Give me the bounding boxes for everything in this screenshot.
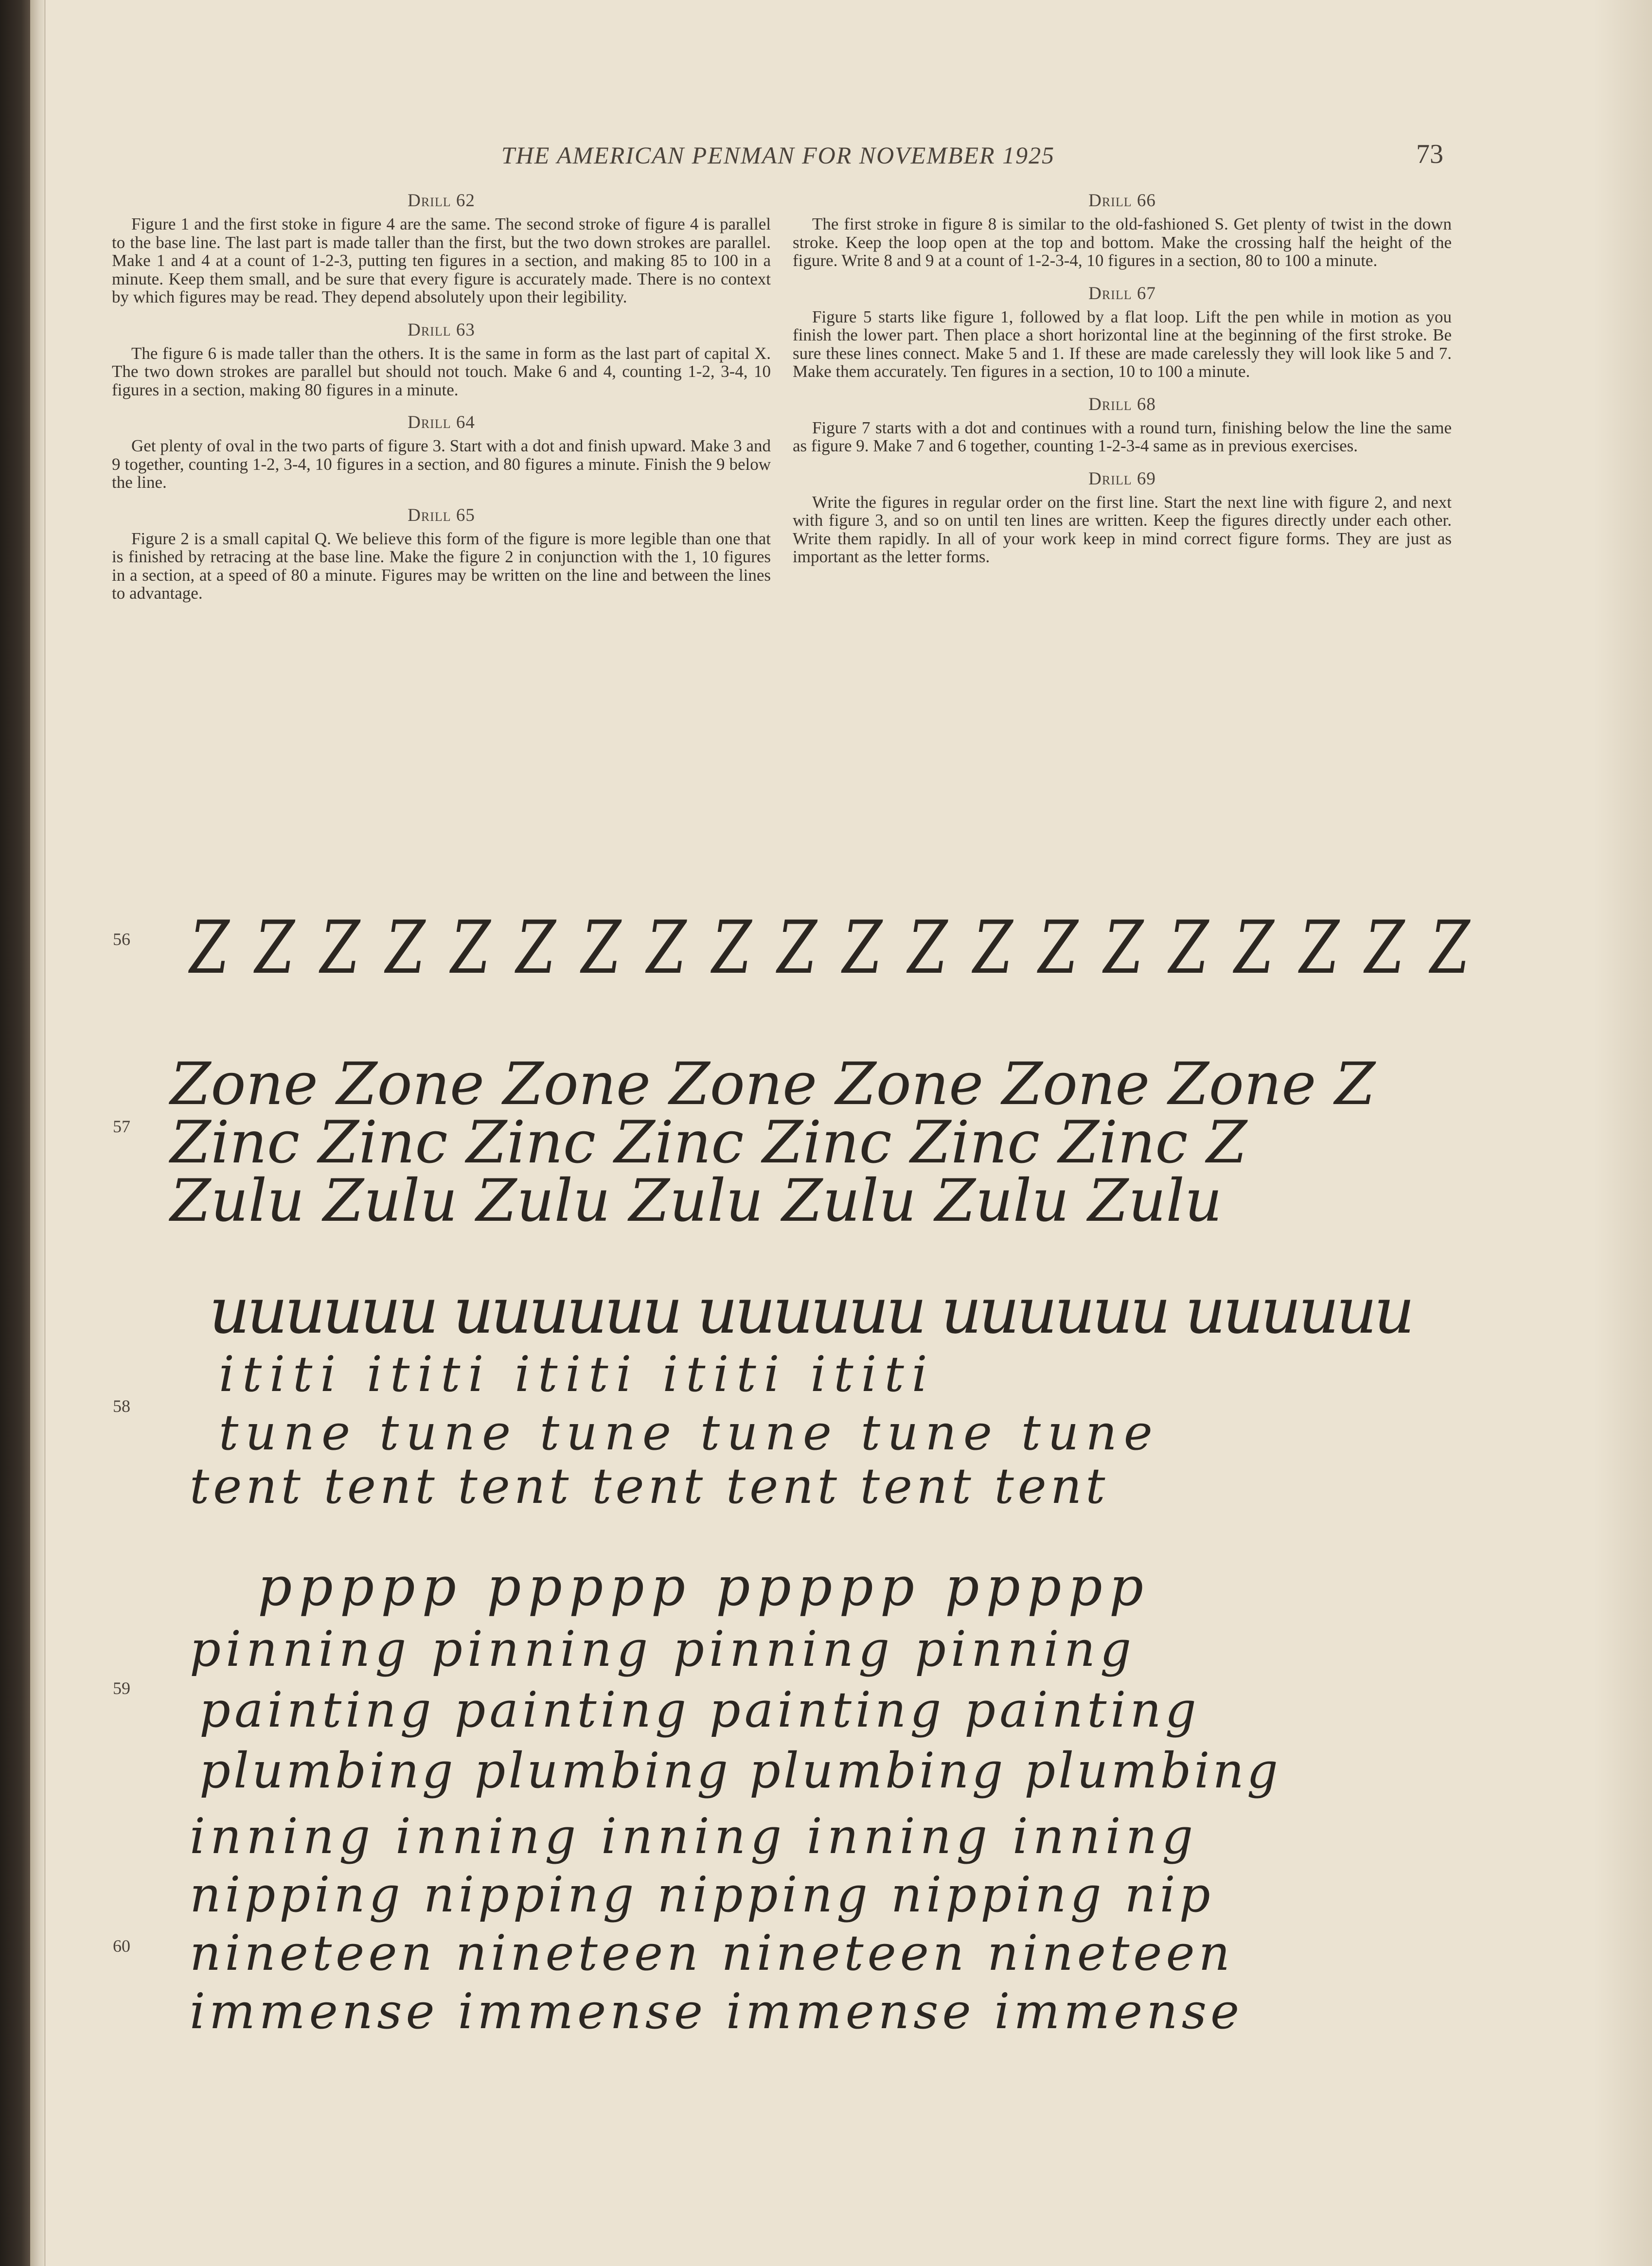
right-column [793,190,1452,579]
drill-69 [793,468,1452,566]
inning-row: inning inning inning inning inning [190,1808,1198,1865]
drill-body: Get plenty of oval in the two parts of figure 3. Start with a dot and finish upward. Make 3 and 9 together, counting 1-2, 3-4, 10 figures in a section, and 80 figures a minute. Finish the 9 below the line. [112,436,771,492]
tune-row: tune tune tune tune tune tune [219,1404,1159,1461]
ititi-row: ititi ititi ititi ititi ititi [219,1346,935,1403]
page-right-edge [1594,0,1652,2266]
exercise-number-58: 58 [113,1396,130,1416]
plumbing-row: plumbing plumbing plumbing plumbing [199,1742,1281,1799]
drill-title: Drill 62 [408,191,475,211]
zone-row: Zone Zone Zone Zone Zone Zone Zone Z [170,1051,1375,1118]
drill-title: Drill 66 [1088,191,1156,211]
p-drill-row: ppppp ppppp ppppp ppppp [258,1555,1151,1618]
drill-body: Figure 1 and the first stoke in figure 4 are the same. The second stroke of figure 4 is parallel to the base line. The last part is made taller than the first, but the two down strokes are parallel. Make 1 and 4 at a count of 1-2-3, putting ten figures in a section, and making 85 to 100 in a minute. Keep them small, and be sure that every figure is accurately made. There is no context by which figures may be read. They depend absolutely upon their legibility. [112,214,771,306]
zinc-row: Zinc Zinc Zinc Zinc Zinc Zinc Zinc Z [170,1109,1247,1177]
exercise-number-57: 57 [113,1117,130,1136]
drill-body: The figure 6 is made taller than the others. It is the same in form as the last part of capital X. The two down strokes are parallel but should not touch. Make 6 and 4, counting 1-2, 3-4, 10 figures in a section, making 80 figures in a minute. [112,343,771,399]
u-drill-row: uuuuuu uuuuuu uuuuuu uuuuuu uuuuuu [209,1274,1412,1348]
exercise-number-59: 59 [113,1678,130,1698]
drill-body: The first stroke in figure 8 is similar to the old-fashioned S. Get plenty of twist in the down stroke. Keep the loop open at the top and bottom. Make the crossing half the height of the figure. Write 8 and 9 at a count of 1-2-3-4, 10 figures in a section, 80 to 100 a minute. [793,214,1452,270]
drill-68 [793,393,1452,455]
drill-title: Drill 68 [1088,394,1156,414]
drill-title: Drill 65 [408,505,475,525]
drill-67 [793,283,1452,381]
zulu-row: Zulu Zulu Zulu Zulu Zulu Zulu Zulu [170,1167,1223,1235]
left-column [112,190,771,615]
drill-body: Figure 7 starts with a dot and continues with a round turn, finishing below the line the same as figure 9. Make 7 and 6 together, counting 1-2-3-4 same as in previous exercises. [793,418,1452,455]
penmanship-specimens [160,875,1522,2043]
running-header: THE AMERICAN PENMAN FOR NOVEMBER 1925 [501,142,1055,169]
exercise-number-56: 56 [113,929,130,949]
nineteen-row: nineteen nineteen nineteen nineteen [190,1925,1234,1981]
drill-title: Drill 67 [1088,283,1156,303]
painting-row: painting painting painting painting [199,1681,1200,1738]
gutter-page-edge [30,0,45,2266]
pinning-row: pinning pinning pinning pinning [190,1621,1137,1677]
book-spine-shadow [0,0,30,2266]
drill-title: Drill 64 [408,412,475,432]
drill-title: Drill 63 [408,320,475,340]
exercise-number-60: 60 [113,1936,130,1956]
tent-row: tent tent tent tent tent tent tent [190,1458,1109,1515]
nipping-row: nipping nipping nipping nipping nip [190,1866,1214,1923]
drill-62 [112,190,771,306]
drill-body: Figure 5 starts like figure 1, followed by a flat loop. Lift the pen while in motion as you finish the lower part. Then place a short horizontal line at the beginning of the first stroke. Be sure these lines connect. Make 5 and 1. If these are made carelessly they will look like 5 and 7. Make them accurately. Ten figures in a section, 10 to 100 a minute. [793,307,1452,381]
drill-66 [793,190,1452,270]
page-number: 73 [1416,139,1443,169]
drill-64 [112,411,771,492]
drill-65 [112,504,771,603]
drill-title: Drill 69 [1088,468,1156,489]
drill-body: Write the figures in regular order on the first line. Start the next line with figure 2, and next with figure 3, and so on until ten lines are written. Keep the figures directly under each other. Write them rapidly. In all of your work keep in mind correct figure forms. They are just as important as the letter forms. [793,492,1452,566]
drill-body: Figure 2 is a small capital Q. We believe this form of the figure is more legible than one that is finished by retracing at the base line. Make the figure 2 in conjunction with the 1, 10 figures in a section, at a speed of 80 a minute. Figures may be written on the line and between the lines to advantage. [112,529,771,603]
drill-63 [112,319,771,399]
immense-row: immense immense immense immense [190,1983,1243,2040]
z-figure-row: Z Z Z Z Z Z Z Z Z Z Z Z Z Z Z Z Z Z Z Z [188,906,1474,990]
